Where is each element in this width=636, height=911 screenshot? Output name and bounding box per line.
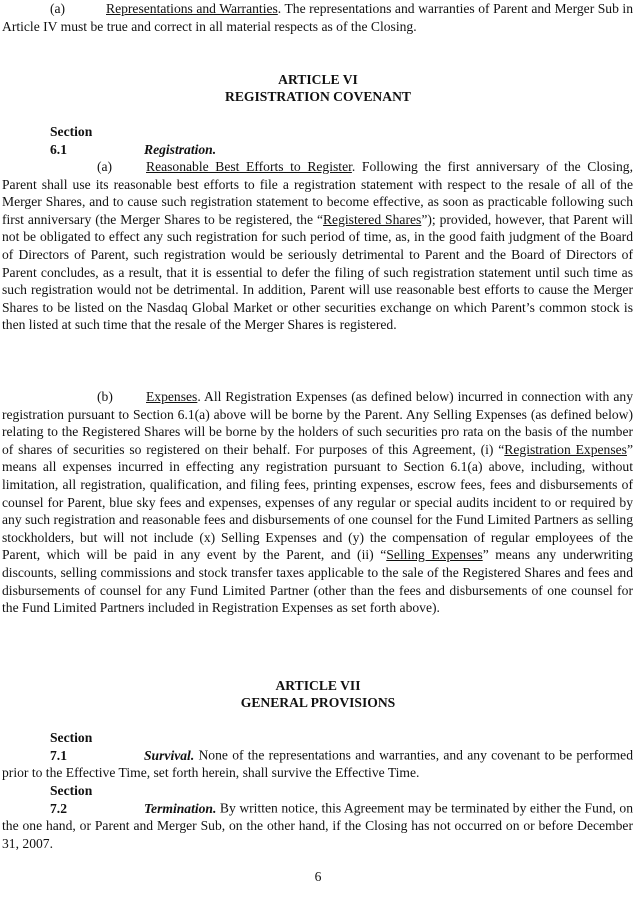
paragraph-label: (a)	[97, 159, 113, 174]
section-7-2	[2, 782, 633, 852]
paragraph-6-1-a	[2, 158, 633, 334]
section-6-1-heading	[2, 123, 633, 158]
section-title: Termination.	[144, 800, 217, 816]
section-title: Registration.	[144, 141, 217, 157]
section-title: Survival.	[144, 747, 195, 763]
paragraph-text: . All Registration Expenses (as defined below) incurred in connection with any registration pursuant to Section 6.1(a) above will be borne by the Parent. Any Selling Expenses (as defined below) relating to the Registered Shares will be borne by the holders of such securities pro rata on the basis of the number of shares of securities so registered on their behalf. For purposes of this Agreement, (i) “	[2, 389, 633, 457]
article-7-number: ARTICLE VII	[275, 678, 361, 693]
paragraph-text: ”); provided, however, that Parent will not be obligated to effect any such registration for such period of time, as, in the good faith judgment of the Board of Directors of Parent, such registration would be seriously detrimental to Parent and the Board of Directors of Parent concludes, as a result, that it is essential to defer the filing of such registration statement until such time as such registration would not be detrimental. In addition, Parent will use reasonable best efforts to cause the Merger Shares to be listed on the Nasdaq Global Market or other securities exchange on which Parent’s common stock is then listed at such time that the resale of the Merger Shares is registered.	[2, 211, 634, 333]
paragraph-text: ” means any underwriting discounts, selling commissions and stock transfer taxes applicable to the sale of the Registered Shares and fees and disbursements of counsel for any Fund Limited Partner (other than the fees and disbursements of one counsel for the Fund Limited Partners included in Registration Expenses as set forth above).	[2, 547, 633, 616]
paragraph-label: (a)	[50, 1, 66, 16]
defined-term: Registered Shares	[322, 211, 422, 227]
section-text: By written notice, this Agreement may be terminated by either the Fund, on the one hand, or Parent and Merger Sub, on the other hand, if the Closing has not occurred on or before December 31, 2007.	[2, 800, 633, 851]
paragraph-text: ” means all expenses incurred in effecting any registration pursuant to Section 6.1(a) above, including, without limitation, all registration, qualification, and filing fees, printing expenses, escrow fees, fees and disbursements of counsel for Parent, blue sky fees and expenses, expenses of any regular or special audits incident to or required by any such registration and reasonable fees and disbursements of one counsel for the Fund Limited Partners as selling stockholders, but will not include (x) Selling Expenses and (y) the compensation of regular employees of the Parent, which will be paid in any event by the Parent, and (ii) “	[2, 441, 633, 563]
paragraph-title: Reasonable Best Efforts to Register	[146, 159, 352, 174]
section-number: Section 7.1	[50, 730, 93, 763]
paragraph-text: . The representations and warranties of Parent and Merger Sub in Article IV must be true and correct in all material respects as of the Closing.	[2, 1, 633, 34]
paragraph-text: . Following the first anniversary of the Closing, Parent shall use its reasonable best efforts to file a registration statement with respect to the resale of all of the Merger Shares, and to cause such registration statement to become effective, as soon as practicable following such first anniversary (the Merger Shares to be registered, the “	[2, 159, 633, 227]
paragraph-label: (b)	[97, 389, 113, 404]
paragraph-representations	[2, 0, 633, 35]
section-7-1	[2, 729, 633, 782]
article-6-number: ARTICLE VI	[278, 72, 358, 87]
paragraph-title: Expenses	[146, 389, 198, 404]
paragraph-title: Representations and Warranties	[106, 1, 278, 16]
article-6-title: REGISTRATION COVENANT	[225, 89, 411, 104]
section-number: Section 7.2	[50, 783, 93, 816]
defined-term: Selling Expenses	[386, 547, 483, 563]
page-number: 6	[314, 869, 322, 884]
article-7-title: GENERAL PROVISIONS	[240, 695, 396, 710]
paragraph-6-1-b	[2, 388, 633, 617]
section-number: Section 6.1	[50, 124, 93, 157]
section-text: None of the representations and warranties, and any covenant to be performed prior to the Effective Time, set forth herein, shall survive the Effective Time.	[2, 747, 633, 781]
defined-term: Registration Expenses	[504, 441, 627, 457]
